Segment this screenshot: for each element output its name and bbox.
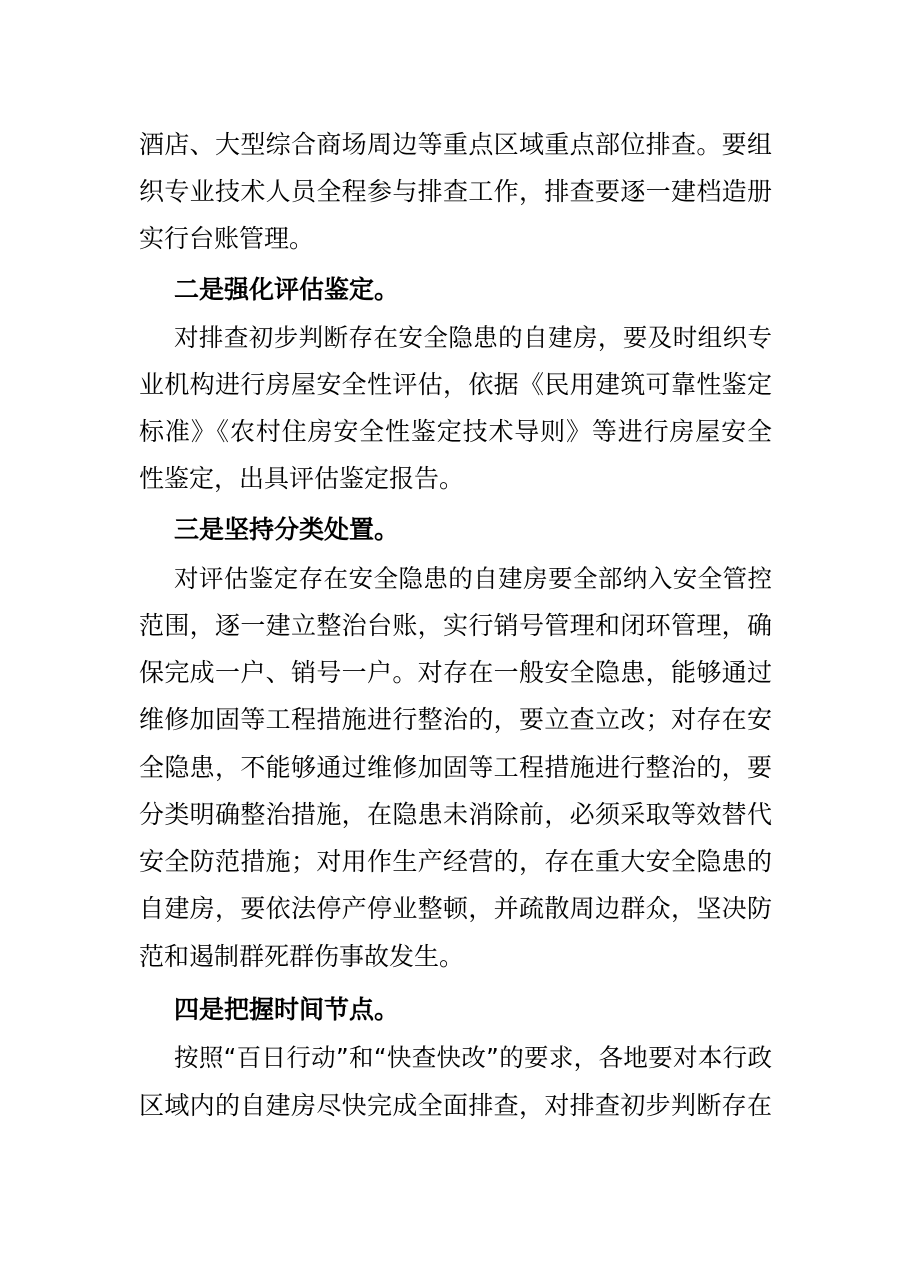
paragraph-line: 区域内的自建房尽快完成全面排查，对排查初步判断存在 bbox=[139, 1091, 772, 1120]
paragraph-line: 范和遏制群死群伤事故发生。 bbox=[139, 942, 465, 971]
paragraph-line: 自建房，要依法停产停业整顿，并疏散周边群众，坚决防 bbox=[139, 894, 772, 923]
paragraph-line: 标准》《农村住房安全性鉴定技术导则》等进行房屋安全 bbox=[139, 417, 772, 446]
paragraph-line: 保完成一户、销号一户。对存在一般安全隐患，能够通过 bbox=[139, 658, 772, 687]
paragraph-line: 按照“百日行动”和“快查快改”的要求，各地要对本行政 bbox=[174, 1043, 772, 1072]
paragraph-line: 酒店、大型综合商场周边等重点区域重点部位排查。要组 bbox=[139, 130, 772, 159]
paragraph-line: 业机构进行房屋安全性评估，依据《民用建筑可靠性鉴定 bbox=[139, 370, 772, 399]
paragraph-line: 对评估鉴定存在安全隐患的自建房要全部纳入安全管控 bbox=[174, 564, 772, 593]
section-heading: 四是把握时间节点。 bbox=[174, 995, 400, 1024]
paragraph-line: 实行台账管理。 bbox=[139, 224, 315, 253]
paragraph-line: 织专业技术人员全程参与排查工作，排查要逐一建档造册 bbox=[139, 177, 772, 206]
paragraph-line: 范围，逐一建立整治台账，实行销号管理和闭环管理，确 bbox=[139, 611, 772, 640]
paragraph-line: 维修加固等工程措施进行整治的，要立查立改；对存在安 bbox=[139, 705, 772, 734]
section-heading: 二是强化评估鉴定。 bbox=[174, 275, 400, 304]
paragraph-line: 安全防范措施；对用作生产经营的，存在重大安全隐患的 bbox=[139, 847, 772, 876]
paragraph-line: 对排查初步判断存在安全隐患的自建房，要及时组织专 bbox=[174, 323, 772, 352]
paragraph-line: 性鉴定，出具评估鉴定报告。 bbox=[139, 464, 465, 493]
section-heading: 三是坚持分类处置。 bbox=[174, 515, 400, 544]
paragraph-line: 全隐患，不能够通过维修加固等工程措施进行整治的，要 bbox=[139, 753, 772, 782]
paragraph-line: 分类明确整治措施，在隐患未消除前，必须采取等效替代 bbox=[139, 800, 772, 829]
